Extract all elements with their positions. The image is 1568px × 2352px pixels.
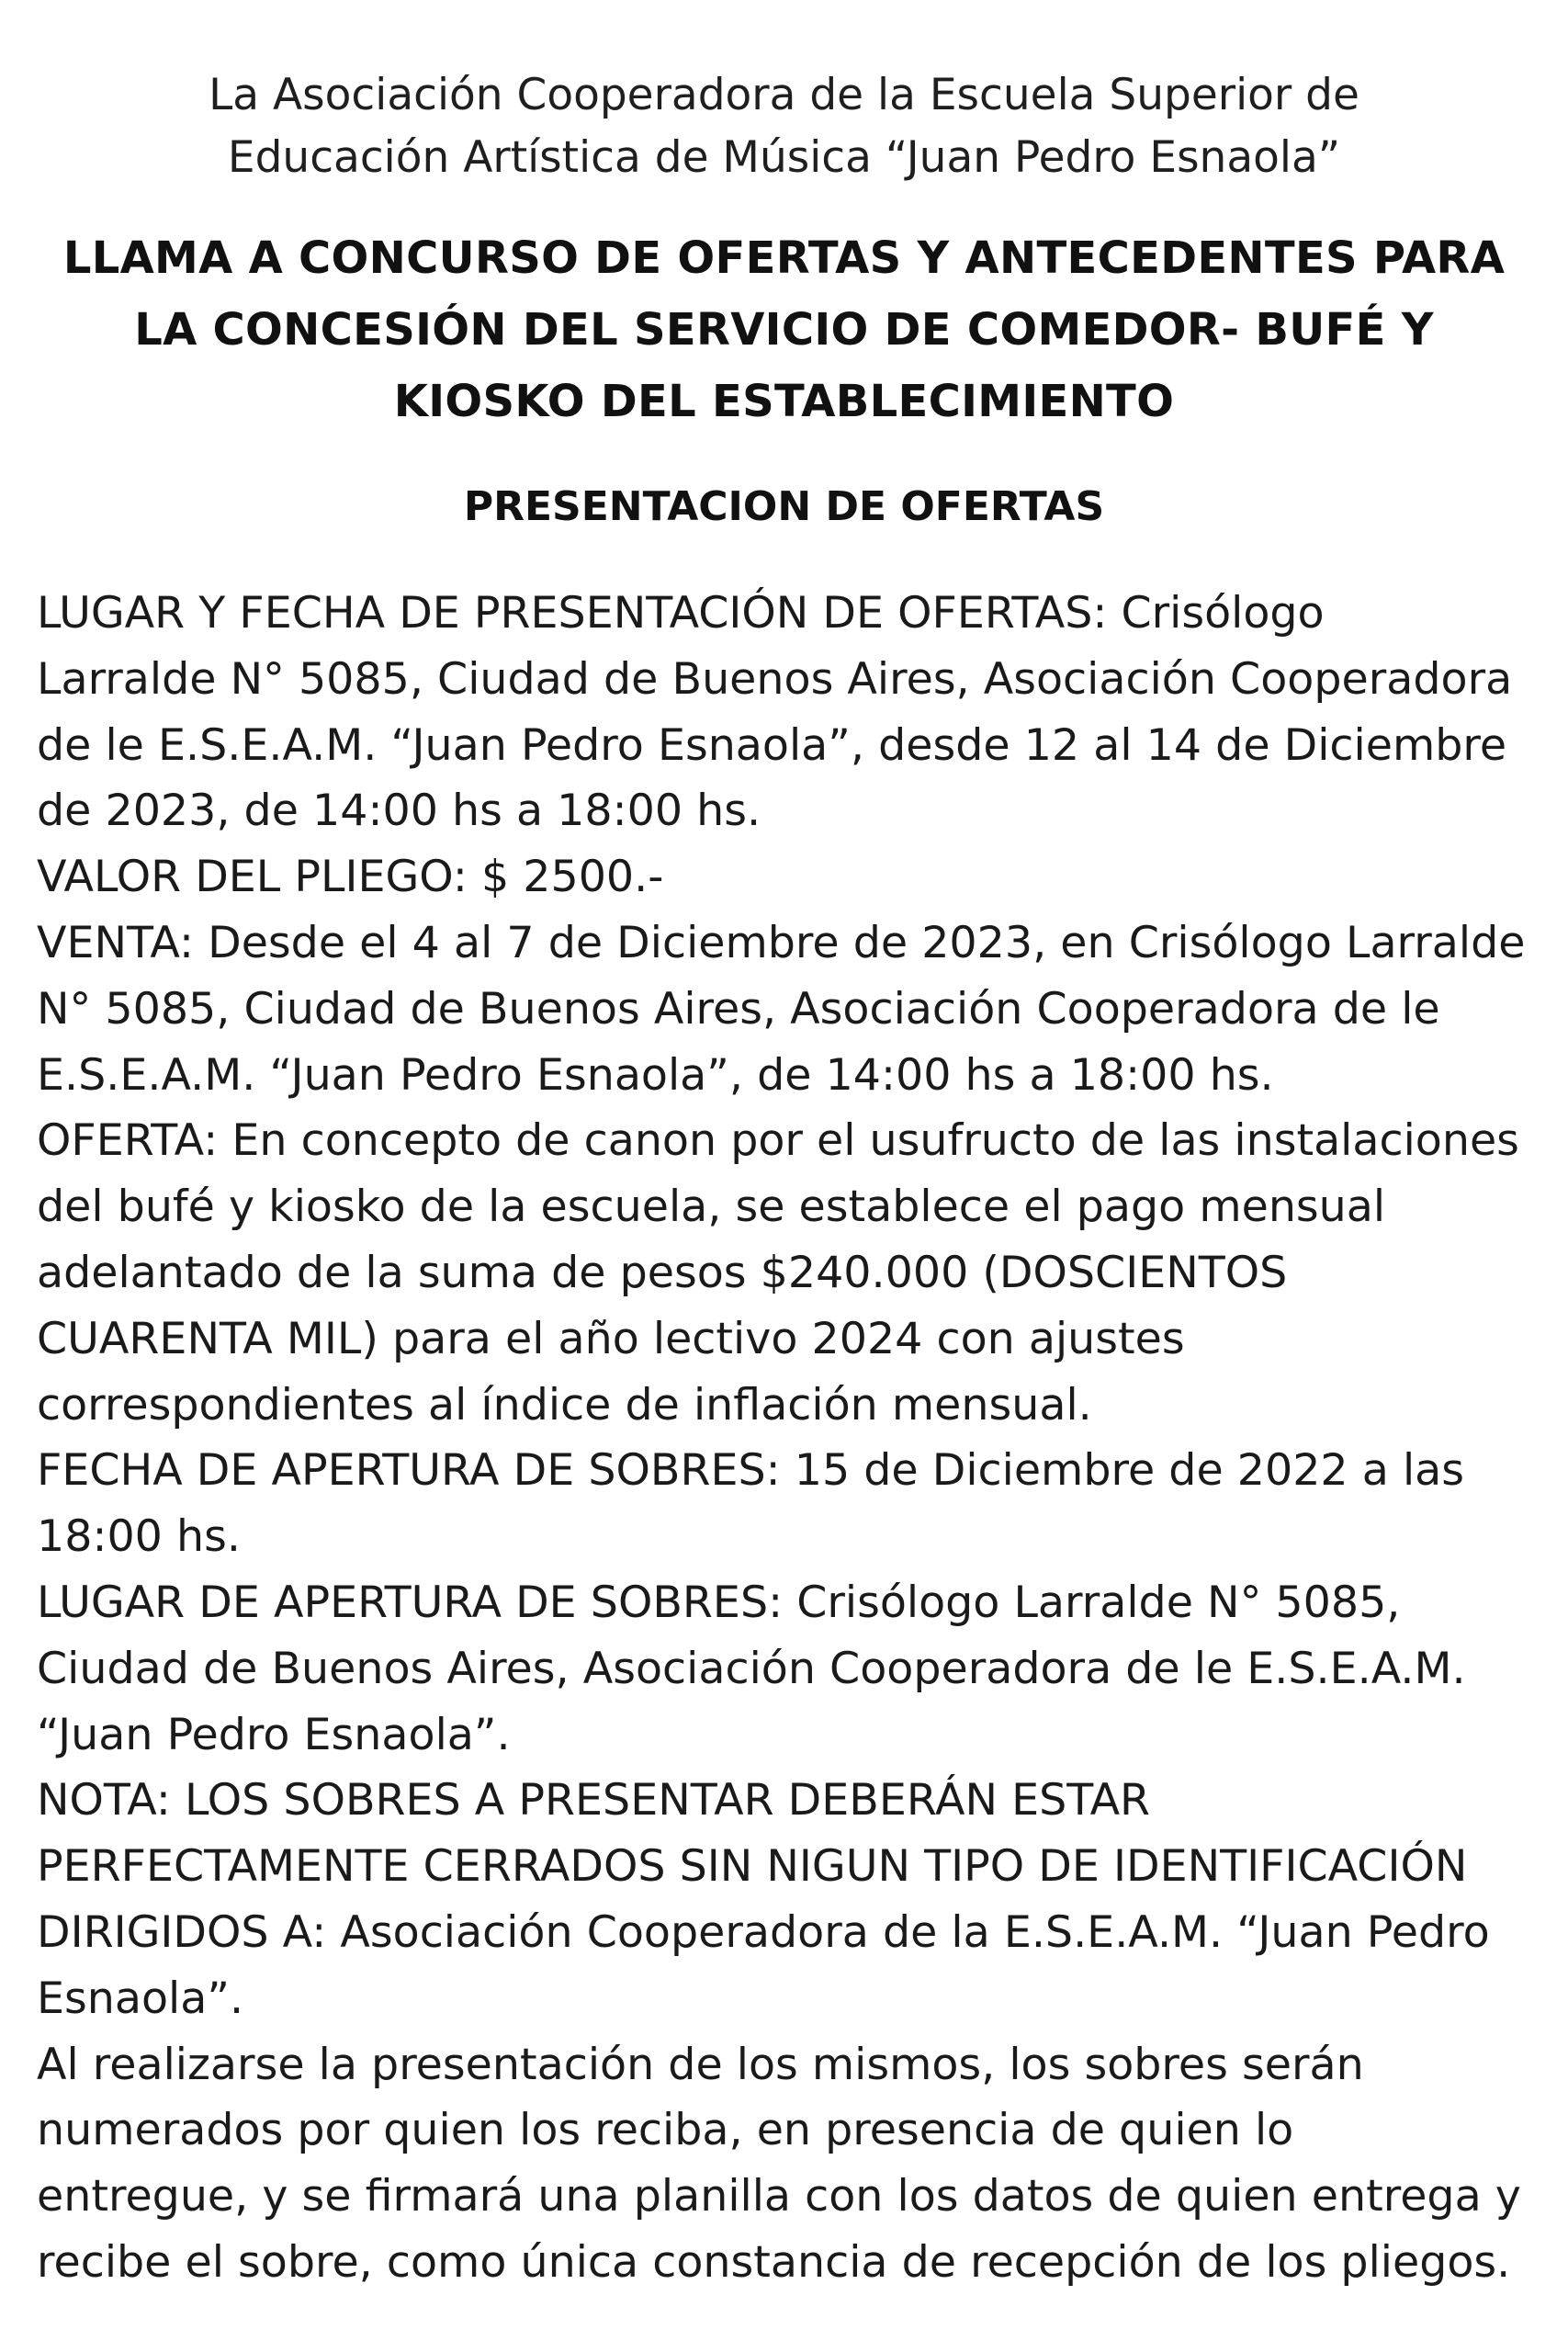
body-line: NOTA: LOS SOBRES A PRESENTAR DEBERÁN ESTAR xyxy=(37,1775,1151,1826)
body-line: de 2023, de 14:00 hs a 18:00 hs. xyxy=(37,786,761,837)
body-line: Al realizarse la presentación de los mismos, los sobres serán xyxy=(37,2039,1364,2090)
body-line: de le E.S.E.A.M. “Juan Pedro Esnaola”, desde 12 al 14 de Diciembre xyxy=(37,719,1507,771)
body-line: adelantado de la suma de pesos $240.000 (DOSCIENTOS xyxy=(37,1247,1288,1298)
call-headline xyxy=(0,222,1568,437)
body-line: OFERTA: En concepto de canon por el usufructo de las instalaciones xyxy=(37,1115,1519,1167)
body-line: Larralde N° 5085, Ciudad de Buenos Aires, Asociación Cooperadora xyxy=(37,653,1513,705)
body-line: Ciudad de Buenos Aires, Asociación Cooperadora de le E.S.E.A.M. xyxy=(37,1643,1466,1694)
body-line: correspondientes al índice de inflación mensual. xyxy=(37,1379,1092,1430)
body-line: numerados por quien los reciba, en presencia de quien lo xyxy=(37,2105,1294,2156)
body-line: recibe el sobre, como única constancia de recepción de los pliegos. xyxy=(37,2236,1511,2288)
body-line: E.S.E.A.M. “Juan Pedro Esnaola”, de 14:00 hs a 18:00 hs. xyxy=(37,1049,1274,1101)
body-line: PERFECTAMENTE CERRADOS SIN NIGUN TIPO DE IDENTIFICACIÓN xyxy=(37,1841,1468,1893)
document-body xyxy=(37,581,1543,2296)
body-line: del bufé y kiosko de la escuela, se establece el pago mensual xyxy=(37,1182,1386,1233)
headline-line-3: KIOSKO DEL ESTABLECIMIENTO xyxy=(393,376,1175,427)
organization-intro xyxy=(0,64,1568,189)
body-line: entregue, y se firmará una planilla con los datos de quien entrega y xyxy=(37,2171,1521,2222)
body-line: “Juan Pedro Esnaola”. xyxy=(37,1709,511,1760)
body-line: VALOR DEL PLIEGO: $ 2500.- xyxy=(37,852,664,903)
body-line: 18:00 hs. xyxy=(37,1511,241,1563)
body-line: CUARENTA MIL) para el año lectivo 2024 con ajustes xyxy=(37,1313,1185,1364)
body-line: Esnaola”. xyxy=(37,1973,244,2024)
body-line: FECHA DE APERTURA DE SOBRES: 15 de Diciembre de 2022 a las xyxy=(37,1445,1465,1497)
headline-line-1: LLAMA A CONCURSO DE OFERTAS Y ANTECEDENTES PARA xyxy=(62,232,1506,284)
body-line: VENTA: Desde el 4 al 7 de Diciembre de 2023, en Crisólogo Larralde xyxy=(37,917,1526,968)
headline-line-2: LA CONCESIÓN DEL SERVICIO DE COMEDOR- BUFÉ Y xyxy=(134,304,1434,356)
body-line: DIRIGIDOS A: Asociación Cooperadora de la E.S.E.A.M. “Juan Pedro xyxy=(37,1906,1490,1958)
intro-line-1: La Asociación Cooperadora de la Escuela Superior de xyxy=(209,70,1359,120)
body-line: LUGAR DE APERTURA DE SOBRES: Crisólogo Larralde N° 5085, xyxy=(37,1577,1401,1628)
intro-line-2: Educación Artística de Música “Juan Pedro Esnaola” xyxy=(227,132,1341,183)
section-subheading: PRESENTACION DE OFERTAS xyxy=(463,483,1105,530)
body-line: N° 5085, Ciudad de Buenos Aires, Asociación Cooperadora de le xyxy=(37,983,1440,1035)
body-line: LUGAR Y FECHA DE PRESENTACIÓN DE OFERTAS: Crisólogo xyxy=(37,588,1325,639)
